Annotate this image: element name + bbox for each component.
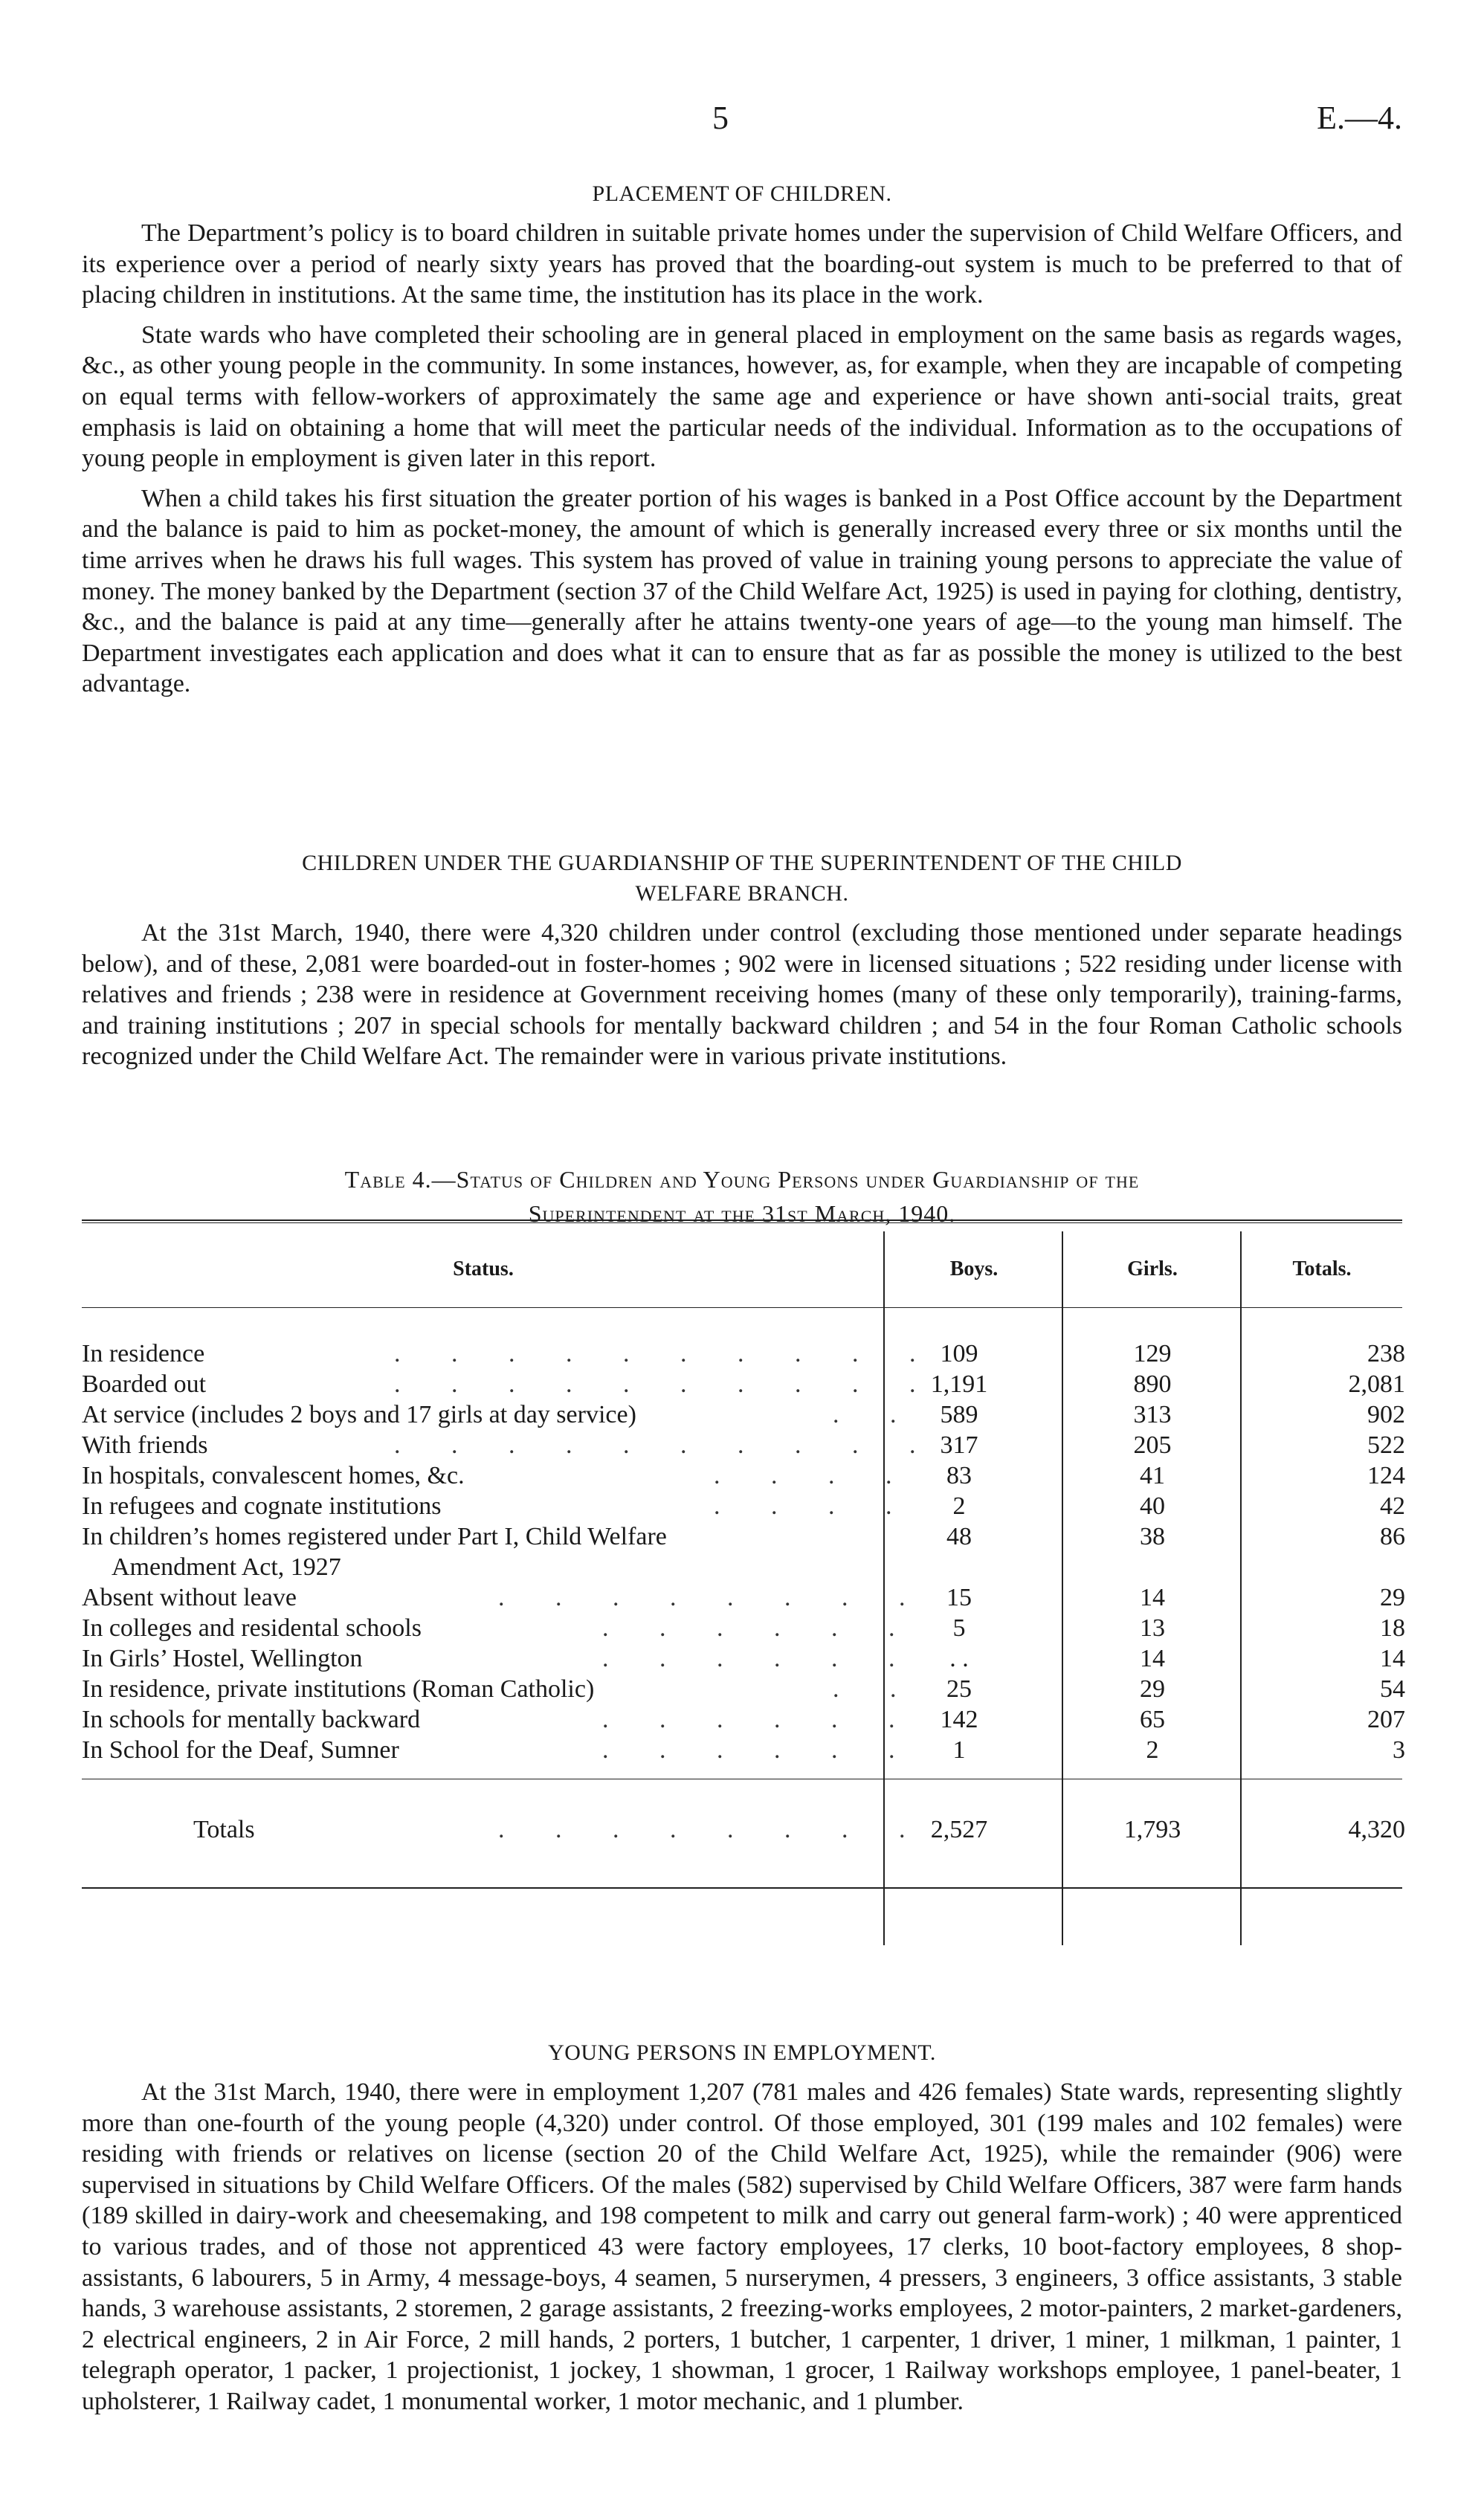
table-row — [82, 1582, 1405, 1613]
table-row — [82, 1643, 1405, 1674]
totals-cell: 18 — [1380, 1614, 1405, 1642]
table-row — [82, 1430, 1405, 1460]
totals-label: Totals — [193, 1816, 255, 1843]
section-heading: YOUNG PERSONS IN EMPLOYMENT. — [548, 2040, 936, 2065]
table-caption-line-2: Superintendent at the 31st March, 1940. — [528, 1200, 956, 1227]
totals-row — [82, 1814, 1405, 1845]
table-row — [82, 1674, 1405, 1704]
row-label: In School for the Deaf, Sumner — [82, 1736, 399, 1764]
leader-dots: . . . . . . . . — [498, 1584, 928, 1611]
row-label-continuation: Amendment Act, 1927 — [112, 1553, 341, 1581]
boys-cell: 1 — [952, 1736, 966, 1764]
document-reference: E.—4. — [1317, 100, 1402, 136]
table-row — [82, 1369, 1405, 1399]
section-guardianship — [82, 848, 1402, 1072]
leader-dots: . . . . — [714, 1462, 914, 1489]
leader-dots: . . . . — [714, 1492, 914, 1520]
leader-dots: . . . . . . . . . . — [394, 1431, 938, 1459]
leader-dots: . . . . . . — [602, 1645, 917, 1672]
row-label: Boarded out — [82, 1370, 207, 1398]
table-row — [82, 1399, 1405, 1430]
table-row — [82, 1735, 1405, 1765]
row-label: In children’s homes registered under Part I, Child Welfare — [82, 1523, 667, 1550]
row-label: In schools for mentally backward — [82, 1706, 421, 1733]
table-bottom-rule — [82, 1887, 1402, 1889]
row-label: Absent without leave — [82, 1584, 297, 1611]
girls-cell: 890 — [1133, 1370, 1172, 1398]
table-row — [82, 1613, 1405, 1643]
totals-cell: 29 — [1380, 1584, 1405, 1611]
row-label: With friends — [82, 1431, 208, 1459]
leader-dots: . . . . . . — [602, 1736, 917, 1764]
column-header-totals: Totals. — [1292, 1257, 1352, 1280]
row-label: In colleges and residental schools — [82, 1614, 422, 1642]
totals-cell: 124 — [1367, 1462, 1405, 1489]
girls-cell: 38 — [1140, 1523, 1165, 1550]
boys-cell: 83 — [946, 1462, 972, 1489]
section-employment — [82, 2037, 1402, 2417]
girls-cell: 40 — [1140, 1492, 1165, 1520]
page-header — [82, 100, 1402, 147]
row-label: In residence — [82, 1340, 205, 1367]
totals-cell: 2,081 — [1348, 1370, 1405, 1398]
girls-total-cell: 1,793 — [1123, 1816, 1181, 1843]
girls-cell: 2 — [1146, 1736, 1159, 1764]
table-row — [82, 1338, 1405, 1369]
boys-cell: 5 — [952, 1614, 966, 1642]
boys-cell: 15 — [946, 1584, 972, 1611]
row-label: At service (includes 2 boys and 17 girls at day service) — [82, 1401, 636, 1428]
boys-cell: 109 — [940, 1340, 978, 1367]
table-row — [82, 1491, 1405, 1521]
girls-cell: 205 — [1133, 1431, 1172, 1459]
paragraph: At the 31st March, 1940, there were 4,320 children under control (excluding those mentioned under separate headings below), and of these, 2,081 were boarded-out in foster-homes ; 902 were in licensed situations ; 522 residing under license with relatives and friends ; 238 were in residence at Government receiving homes (many of these only temporarily), training-farms, and training institutions ; 207 in special schools for mentally backward children ; and 54 in the four Roman Catholic schools recognized under the Child Welfare Act. The remainder were in various private institutions. — [82, 919, 1402, 1071]
totals-cell: 902 — [1367, 1401, 1405, 1428]
girls-cell: 313 — [1133, 1401, 1172, 1428]
totals-cell: 54 — [1380, 1675, 1405, 1703]
leader-dots: . . . . . . . . . . — [394, 1370, 938, 1398]
boys-cell: 589 — [940, 1401, 978, 1428]
girls-cell: 41 — [1140, 1462, 1165, 1489]
girls-cell: 14 — [1140, 1584, 1165, 1611]
paragraph: When a child takes his first situation the greater portion of his wages is banked in a Post Office account by the Department and the balance is paid to him as pocket-money, the amount of which is generally increased every three or six months until the time arrives when he draws his full wages. This system has proved of value in training young persons to appreciate the value of money. The money banked by the Department (section 37 of the Child Welfare Act, 1925) is used in paying for clothing, dentistry, &c., and the balance is paid at any time—generally after he attains twenty-one years of age—to the young man himself. The Department investigates each application and does what it can to ensure that as far as possible the money is utilized to the best advantage. — [82, 484, 1402, 698]
table-caption-line-1: Table 4.—Status of Children and Young Persons under Guardianship of the — [344, 1166, 1140, 1193]
row-label: In hospitals, convalescent homes, &c. — [82, 1462, 465, 1489]
totals-cell: 238 — [1367, 1340, 1405, 1367]
paragraph: The Department’s policy is to board children in suitable private homes under the supervision of Child Welfare Officers, and its experience over a period of nearly sixty years has proved that the boarding-out system is much to be preferred to that of placing children in institutions. At the same time, the institution has its place in the work. — [82, 219, 1402, 309]
boys-total-cell: 2,527 — [930, 1816, 988, 1843]
table-top-rule-thin — [82, 1222, 1402, 1223]
boys-cell: . . — [949, 1645, 969, 1672]
page-number: 5 — [712, 100, 729, 136]
leader-dots: . . . . . . — [602, 1614, 917, 1642]
row-label: In residence, private institutions (Roman Catholic) — [82, 1675, 595, 1703]
leader-dots: . . . . . . . . . . — [394, 1340, 938, 1367]
column-header-boys: Boys. — [949, 1257, 999, 1280]
paragraph: State wards who have completed their schooling are in general placed in employment on the same basis as regards wages, &c., as other young people in the community. In some instances, however, as, for example, when they are incapable of competing on equal terms with fellow-workers of approximately the same age and experience or have shown anti-social traits, great emphasis is laid on obtaining a home that will meet the particular needs of the individual. Information as to the occupations of young people in employment is given later in this report. — [82, 320, 1402, 473]
totals-cell: 522 — [1367, 1431, 1405, 1459]
table-header-row — [82, 1231, 1402, 1303]
totals-cell: 42 — [1380, 1492, 1405, 1520]
boys-cell: 1,191 — [930, 1370, 988, 1398]
boys-cell: 2 — [952, 1492, 966, 1520]
header-rule — [82, 1307, 1402, 1308]
totals-cell: 3 — [1393, 1736, 1405, 1764]
totals-cell: 207 — [1367, 1706, 1405, 1733]
leader-dots: . . . . . . — [602, 1706, 917, 1733]
section-heading-line-1: CHILDREN UNDER THE GUARDIANSHIP OF THE SUPERINTENDENT OF THE CHILD — [302, 851, 1182, 875]
table-row — [82, 1704, 1405, 1735]
girls-cell: 65 — [1140, 1706, 1165, 1733]
leader-dots: . . — [833, 1401, 919, 1428]
row-label: In refugees and cognate institutions — [82, 1492, 442, 1520]
section-placement — [82, 178, 1402, 700]
girls-cell: 14 — [1140, 1645, 1165, 1672]
girls-cell: 29 — [1140, 1675, 1165, 1703]
column-header-status: Status. — [453, 1257, 514, 1280]
column-header-girls: Girls. — [1127, 1257, 1178, 1280]
boys-cell: 25 — [946, 1675, 972, 1703]
paragraph: At the 31st March, 1940, there were in employment 1,207 (781 males and 426 females) State wards, representing slightly more than one-fourth of the young people (4,320) under control. Of those employed, 301 (199 males and 102 females) were residing with friends or relatives on license (section 20 of the Child Welfare Act, 1925), while the remainder (906) were supervised in situations by Child Welfare Officers. Of the males (582) supervised by Child Welfare Officers, 387 were farm hands (189 skilled in dairy-work and cheesemaking, and 198 competent to milk and carry out general farm-work) ; 40 were apprenticed to various trades, and of those not apprenticed 43 were factory employees, 17 clerks, 10 boot-factory employees, 8 shop-assistants, 6 labourers, 5 in Army, 4 message-boys, 4 seamen, 5 nurserymen, 4 pressers, 3 engineers, 3 office assistants, 3 stable hands, 3 warehouse assistants, 2 storemen, 2 garage assistants, 2 freezing-works employees, 2 motor-painters, 2 market-gardeners, 2 electrical engineers, 2 in Air Force, 2 mill hands, 2 porters, 1 butcher, 1 carpenter, 1 driver, 1 miner, 1 milkman, 1 painter, 1 telegraph operator, 1 packer, 1 projectionist, 1 jockey, 1 showman, 1 grocer, 1 Railway workshops employee, 1 panel-beater, 1 upholsterer, 1 Railway cadet, 1 monumental worker, 1 motor mechanic, and 1 plumber. — [82, 2078, 1402, 2415]
table-row — [82, 1521, 1405, 1582]
boys-cell: 48 — [946, 1523, 972, 1550]
row-label: In Girls’ Hostel, Wellington — [82, 1645, 363, 1672]
table-row — [82, 1460, 1405, 1491]
grand-total-cell: 4,320 — [1348, 1816, 1405, 1843]
totals-cell: 86 — [1380, 1523, 1405, 1550]
totals-cell: 14 — [1380, 1645, 1405, 1672]
section-heading-line-2: WELFARE BRANCH. — [635, 881, 849, 906]
boys-cell: 317 — [940, 1431, 978, 1459]
girls-cell: 129 — [1133, 1340, 1172, 1367]
leader-dots: . . — [833, 1675, 919, 1703]
boys-cell: 142 — [940, 1706, 978, 1733]
table-top-rule — [82, 1219, 1402, 1221]
girls-cell: 13 — [1140, 1614, 1165, 1642]
leader-dots: . . . . . . . . — [498, 1816, 928, 1843]
section-heading: PLACEMENT OF CHILDREN. — [592, 181, 892, 206]
